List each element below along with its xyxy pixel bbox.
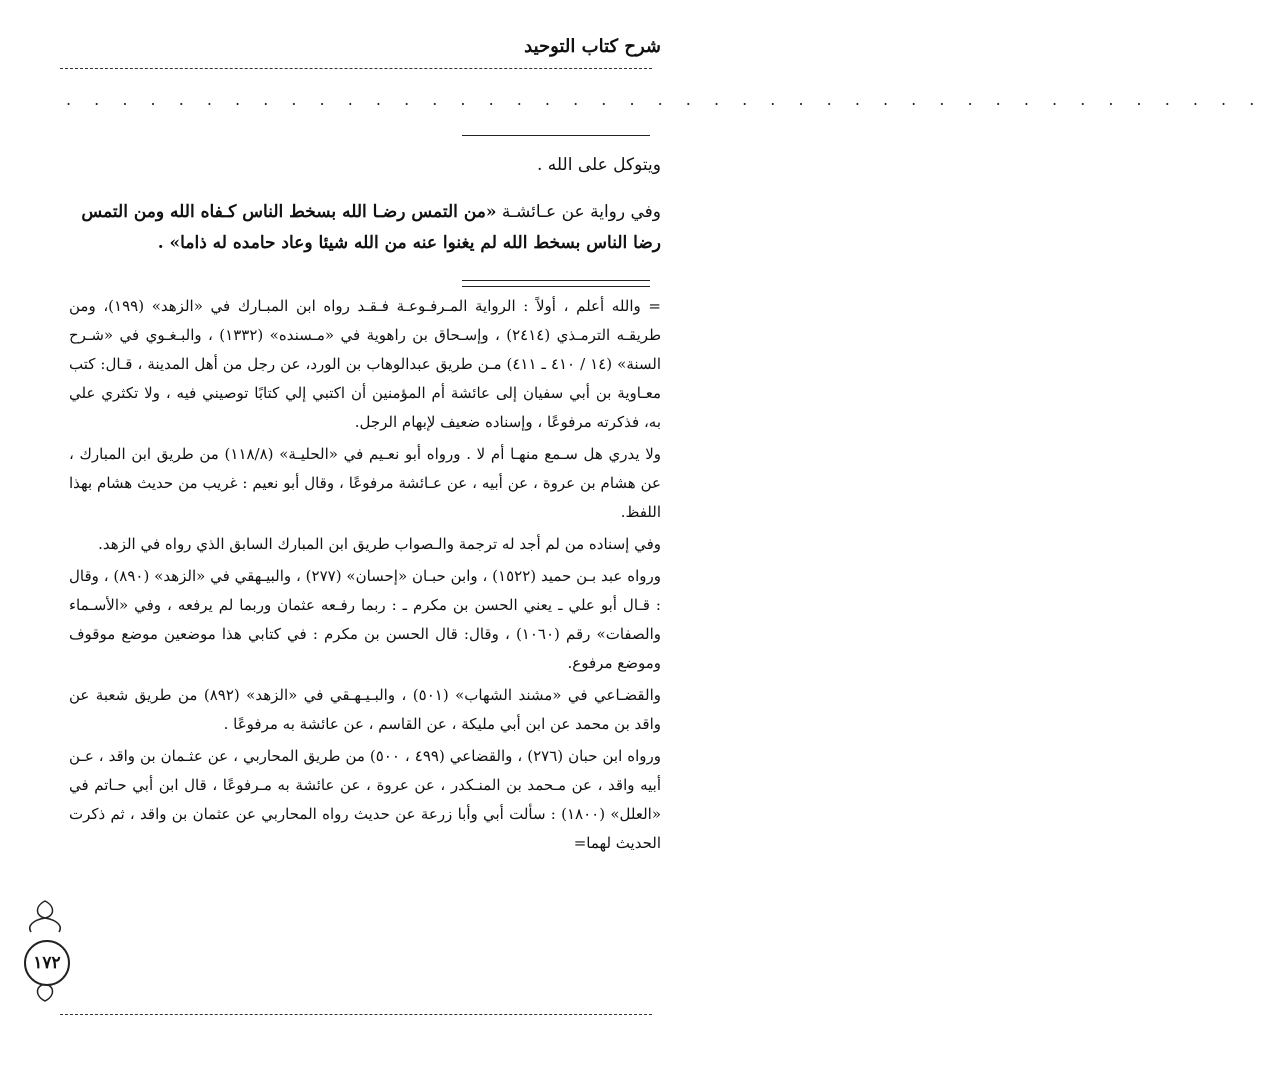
footnote-divider bbox=[462, 280, 650, 281]
footnote-paragraph: ورواه عبد بـن حميد (١٥٢٢) ، وابن حبـان «إحسان» (٢٧٧) ، والبيـهقي في «الزهد» (٨٩٠) ، وقال : قـال أبو علي ـ يعني الحسن بن مكرم ـ : ربما رفـعه عثمان وربما لم يرفعه ، وفي «الأسـماء والصفات» رقم (١٠٦٠) ، وقال: قال الحسن بن مكرم : في كتابي هذا موضعين موضع موقوف وموضع مرفوع. bbox=[69, 567, 661, 672]
footnote-paragraph: = والله أعلم ، أولاً : الرواية المـرفـوعـة فـقـد رواه ابن المبـارك في «الزهد» (١٩٩)، ومن طريقـه الترمـذي (٢٤١٤) ، وإسـحاق بن راهوية في «مـسنده» (١٣٣٢) ، والبـغـوي في «شـرح السنة» (١٤ / ٤١٠ ـ ٤١١) مـن طريق عبدالوهاب بن الورد، عن رجل من أهل المدينة ، قـال: كتب معـاوية بن أبي سفيان إلى عائشة أم المؤمنين أن اكتبي إلي كتابًا توصيني فيه ، ولا تكثري علي به، فذكرته مرفوعًا ، وإسناده ضعيف لإبهام الرجل. bbox=[69, 297, 662, 431]
footnote-paragraph: وفي إسناده من لم أجد له ترجمة والـصواب طريق ابن المبارك السابق الذي رواه في الزهد. bbox=[98, 535, 661, 553]
main-intro: وفي رواية عن عـائشـة bbox=[501, 202, 661, 222]
short-divider-top bbox=[462, 135, 650, 136]
footnote-paragraph: والقضـاعي في «مشند الشهاب» (٥٠١) ، والبـيـهـقي في «الزهد» (٨٩٢) من طريق شعبة عن واقد بن محمد عن ابن أبي مليكة ، عن القاسم ، عن عائشة به مرفوعًا . bbox=[69, 686, 661, 733]
page-number: ١٧٢ bbox=[24, 940, 70, 986]
main-text-line: ويتوكل على الله . bbox=[536, 155, 661, 175]
hadith-quote: «من التمس رضـا الله بسخط الناس كـفاه الله ومن التمس رضا الناس بسخط الله لم يغنوا عنه من الله شيئا وعاد حامده له ذاما» . bbox=[81, 202, 661, 253]
footer-divider bbox=[60, 1014, 652, 1015]
main-text-paragraph bbox=[69, 197, 661, 259]
footnotes bbox=[69, 292, 661, 861]
footnote-paragraph: ولا يدري هل سـمع منهـا أم لا . ورواه أبو نعـيم في «الحليـة» (١١٨/٨) من طريق ابن المبارك ، عن هشام بن عروة ، عن أبيه ، عن عـائشة مرفوعًا ، وقال أبو نعيم : غريب من حديث هشام بهذا اللفظ. bbox=[69, 445, 661, 521]
header-divider bbox=[60, 68, 652, 69]
dotted-separator: . . . . . . . . . . . . . . . . . . . . . . . . . . . . . . . . . . . . . . . . . . . bbox=[66, 90, 1263, 109]
running-header-title: شرح كتاب التوحيد bbox=[524, 36, 661, 57]
footnote-paragraph: ورواه ابن حبان (٢٧٦) ، والقضاعي (٤٩٩ ، ٥٠٠) من طريق المحاربي ، عن عثـمان بن واقد ، عـن أبيه واقد ، عن مـحمد بن المنـكدر ، عن عروة ، عن عائشة به مـرفوعًا ، قال ابن أبي حـاتم في «العلل» (١٨٠٠) : سألت أبي وأبا زرعة عن حديث رواه المحاربي عن عثمان بن واقد ، ثم ذكرت الحديث لهما= bbox=[69, 747, 661, 852]
footnote-divider-second bbox=[462, 286, 650, 287]
